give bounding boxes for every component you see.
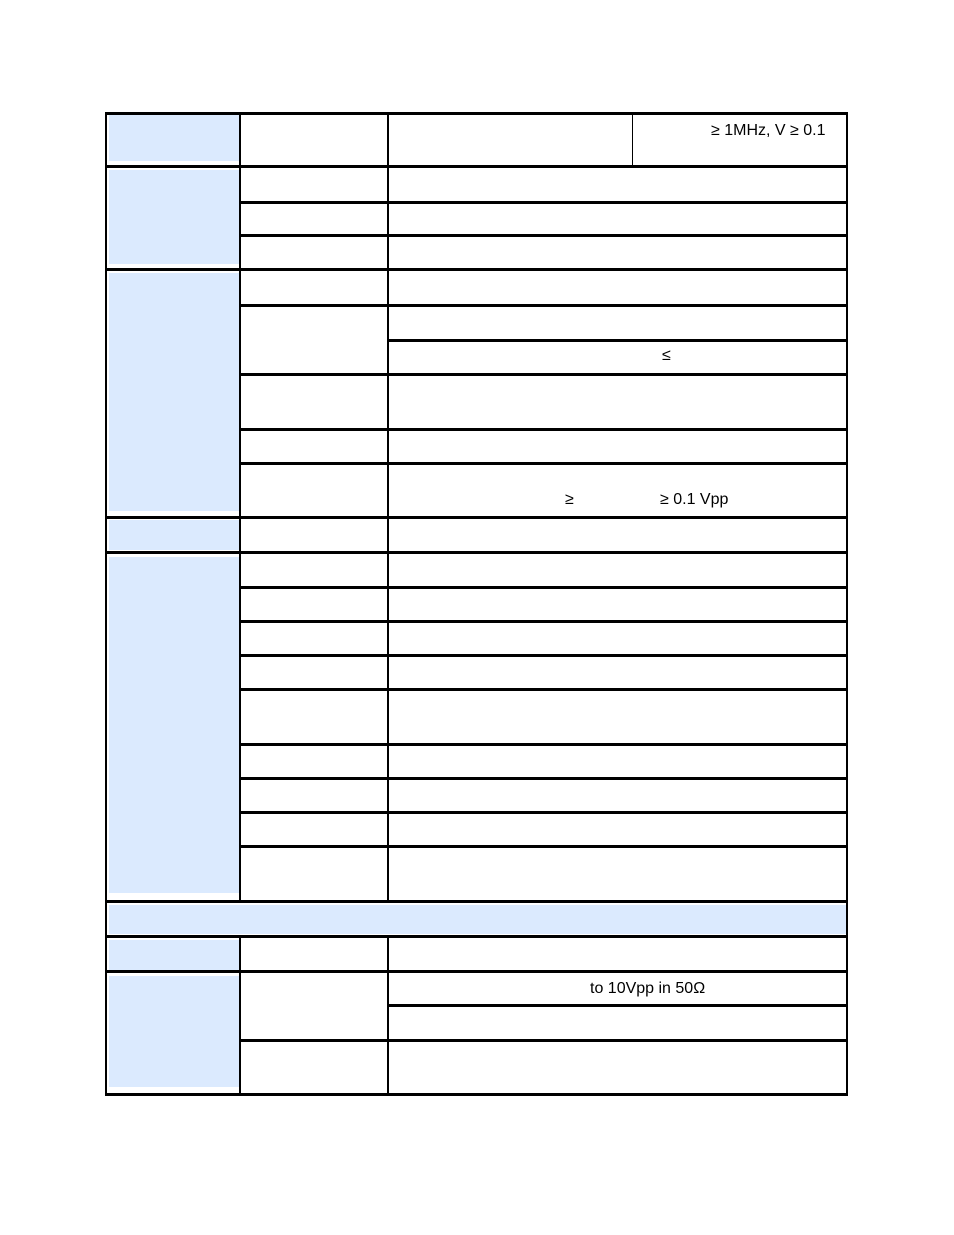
row-line-374 <box>239 373 848 376</box>
row-line-201 <box>239 201 848 204</box>
col-divider-3 <box>632 112 633 166</box>
row-line-744 <box>239 743 848 746</box>
col-divider-1b <box>239 936 241 1096</box>
row-line-936 <box>105 935 848 938</box>
row-line-235 <box>239 234 848 237</box>
table-left-border <box>105 112 107 1096</box>
table-right-border <box>846 112 848 1096</box>
header-cell-3 <box>109 273 239 511</box>
col-divider-2 <box>387 112 389 902</box>
row-line-305 <box>239 304 848 307</box>
row-line-812 <box>239 811 848 814</box>
row-line-689 <box>239 688 848 691</box>
row-line-1040 <box>239 1039 848 1042</box>
header-cell-6 <box>109 940 239 970</box>
less-equal-symbol: ≤ <box>662 347 671 364</box>
row-line-463 <box>239 462 848 465</box>
row-line-517 <box>105 516 848 519</box>
header-cell-4 <box>109 520 239 550</box>
row-line-778 <box>239 777 848 780</box>
row-line-621 <box>239 620 848 623</box>
header-cell-1 <box>109 115 239 161</box>
header-cell-2 <box>109 170 239 264</box>
row-line-655 <box>239 654 848 657</box>
header-cell-5 <box>109 557 239 893</box>
row-line-1005 <box>387 1004 848 1007</box>
row-line-269 <box>105 268 848 271</box>
row-line-846 <box>239 845 848 848</box>
section-band <box>109 905 846 934</box>
frequency-condition-text: ≥ 1MHz, V ≥ 0.1 <box>711 122 826 139</box>
row-line-901 <box>105 900 848 903</box>
row-line-587 <box>239 586 848 589</box>
row-line-971 <box>105 970 848 973</box>
greater-equal-symbol: ≥ <box>565 491 574 508</box>
row-line-552 <box>105 551 848 554</box>
row-line-340 <box>387 339 848 342</box>
col-divider-2b <box>387 936 389 1096</box>
row-line-166 <box>105 165 848 168</box>
amplitude-range-text: to 10Vpp in 50Ω <box>590 980 706 997</box>
min-amplitude-text: ≥ 0.1 Vpp <box>660 491 729 508</box>
table-top-border <box>105 112 848 115</box>
header-cell-7 <box>109 976 239 1087</box>
col-divider-1 <box>239 112 241 902</box>
row-line-429 <box>239 428 848 431</box>
table-bottom-border <box>105 1093 848 1096</box>
